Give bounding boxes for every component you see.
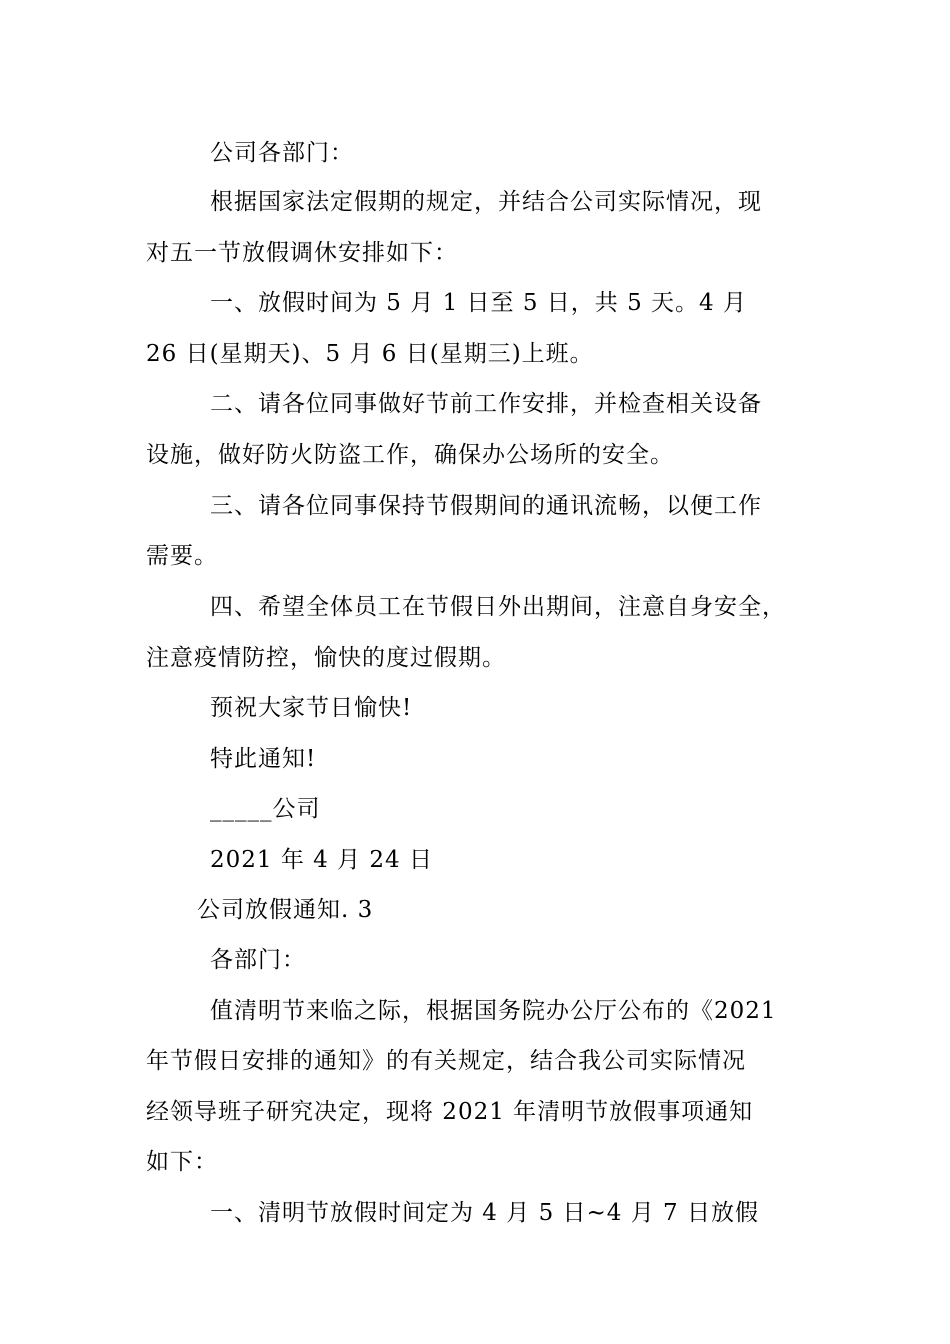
item-one-line: 一、放假时间为 5 月 1 日至 5 日，共 5 天。4 月 (210, 290, 747, 316)
closing-notice: 特此通知! (210, 746, 317, 772)
intro-paragraph-line: 对五一节放假调休安排如下： (146, 240, 458, 266)
item-one-line: 26 日(星期天)、5 月 6 日(星期三)上班。 (146, 341, 594, 367)
item-four-line: 四、希望全体员工在节假日外出期间，注意自身安全， (210, 594, 786, 620)
salutation: 公司各部门： (210, 140, 354, 166)
item-one-2-line: 一、清明节放假时间定为 4 月 5 日~4 月 7 日放假 (210, 1200, 759, 1226)
item-three-line: 三、请各位同事保持节假期间的通讯流畅，以便工作 (210, 493, 762, 519)
company-signature: _____公司 (210, 796, 321, 822)
item-four-line: 注意疫情防控，愉快的度过假期。 (146, 645, 506, 671)
section-title: 公司放假通知. 3 (197, 897, 374, 923)
item-two-line: 设施，做好防火防盗工作，确保办公场所的安全。 (146, 442, 674, 468)
greeting: 预祝大家节日愉快! (210, 695, 413, 721)
item-two-line: 二、请各位同事做好节前工作安排，并检查相关设备 (210, 391, 762, 417)
salutation-2: 各部门： (210, 947, 306, 973)
intro-paragraph-2-line: 如下： (146, 1149, 218, 1175)
item-three-line: 需要。 (146, 543, 218, 569)
intro-paragraph-2-line: 经领导班子研究决定，现将 2021 年清明节放假事项通知 (146, 1099, 754, 1125)
document-date: 2021 年 4 月 24 日 (210, 847, 433, 873)
intro-paragraph-2-line: 值清明节来临之际，根据国务院办公厅公布的《2021 (210, 998, 777, 1024)
intro-paragraph-2-line: 年节假日安排的通知》的有关规定，结合我公司实际情况 (146, 1048, 746, 1074)
intro-paragraph-line: 根据国家法定假期的规定，并结合公司实际情况，现 (210, 189, 762, 215)
